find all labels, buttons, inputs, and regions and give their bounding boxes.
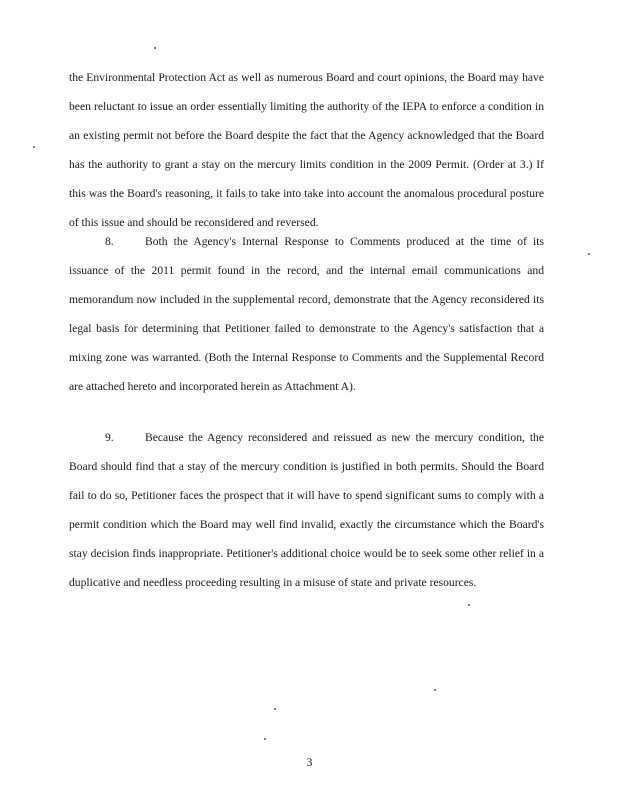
numbered-paragraph-9 xyxy=(69,424,544,597)
scan-speck xyxy=(154,47,156,49)
scan-speck xyxy=(434,689,436,691)
scan-speck xyxy=(588,253,590,255)
paragraph-9 xyxy=(69,424,544,597)
numbered-paragraph-8 xyxy=(69,228,544,401)
paragraph-text: Because the Agency reconsidered and reissued as new the mercury condition, the Board should find that a stay of the mercury condition is justified in both permits. Should the Board fail to do so, Petitioner faces the prospect that it will have to spend significant sums to comply with a permit condition which the Board may well find invalid, exactly the circumstance which the Board's stay decision finds inappropriate. Petitioner's additional choice would be to seek some other relief in a duplicative and needless proceeding resulting in a misuse of state and private resources. xyxy=(69,431,544,589)
continuation-block xyxy=(69,64,544,237)
scan-speck xyxy=(264,738,266,740)
paragraph-text: Both the Agency's Internal Response to Comments produced at the time of its issuance of the 2011 permit found in the record, and the internal email communications and memorandum now included in the supplemental record, demonstrate that the Agency reconsidered its legal basis for determining that Petitioner failed to demonstrate to the Agency's satisfaction that a mixing zone was warranted. (Both the Internal Response to Comments and the Supplemental Record are attached hereto and incorporated herein as Attachment A). xyxy=(69,235,544,393)
paragraph-number: 8. xyxy=(105,235,114,248)
page-number: 3 xyxy=(306,756,313,769)
scan-speck xyxy=(33,146,35,148)
scan-speck xyxy=(274,708,276,710)
paragraph-number: 9. xyxy=(105,431,114,444)
continuation-paragraph: the Environmental Protection Act as well as numerous Board and court opinions, the Board may have been reluctant to issue an order essentially limiting the authority of the IEPA to enforce a condition in an existing permit not before the Board despite the fact that the Agency acknowledged that the Board has the authority to grant a stay on the mercury limits condition in the 2009 Permit. (Order at 3.) If this was the Board's reasoning, it fails to take into take into account the anomalous procedural posture of this issue and should be reconsidered and reversed. xyxy=(69,71,544,229)
scan-speck xyxy=(468,604,470,606)
paragraph-8 xyxy=(69,228,544,401)
